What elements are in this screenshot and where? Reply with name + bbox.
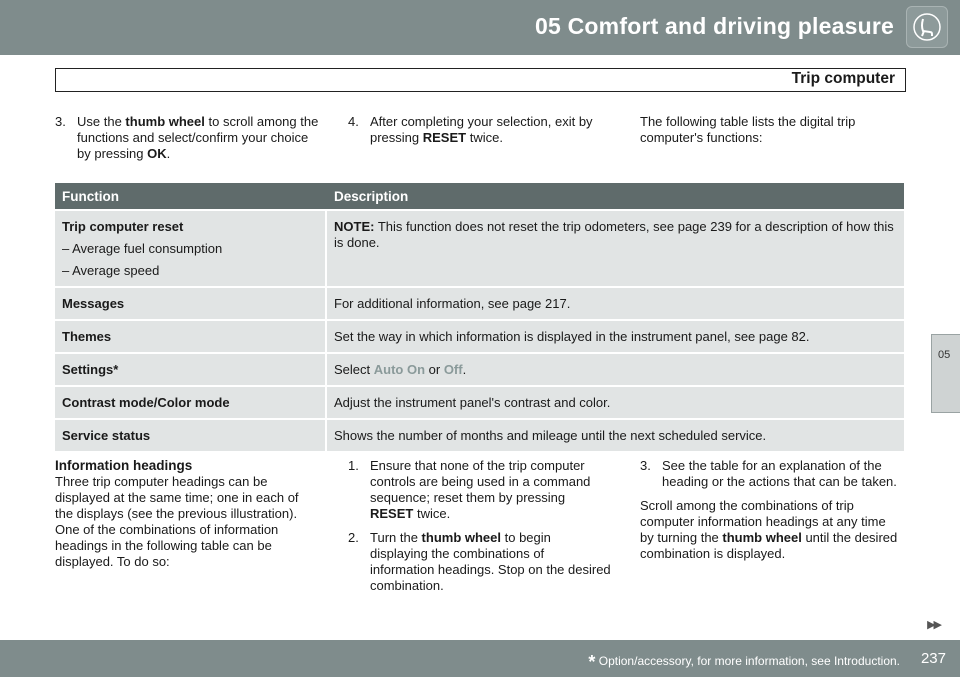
step-text: After completing your selection, exit by pressing <box>370 114 593 145</box>
table-row <box>55 321 904 352</box>
trip-computer-table <box>55 181 904 453</box>
header-bar <box>0 0 960 55</box>
table-header-row <box>55 183 904 209</box>
function-name: Contrast mode/Color mode <box>62 395 230 410</box>
section-title: Trip computer <box>791 70 895 87</box>
table-header: Function <box>55 183 327 209</box>
step-number: 4. <box>348 114 359 129</box>
step-text: to scroll among the functions and select/confirm your choice by pressing <box>77 114 319 161</box>
seat-icon <box>906 6 948 48</box>
function-subitem: – Average speed <box>62 263 160 278</box>
table-header: Description <box>327 183 904 209</box>
info-body: Three trip computer headings can be displayed at the same time; one in each of the displays (see the previous illustration). One of the combinations of information headings in the following table can be displayed. To do so: <box>55 474 299 569</box>
step-text: to begin displaying the combinations of information headings. Stop on the desired combination. <box>370 530 611 593</box>
step-text: . <box>166 146 171 161</box>
function-description: or <box>425 362 444 377</box>
intro-step-3 <box>55 114 325 162</box>
step-text: twice. <box>466 130 503 145</box>
footnote-star: * <box>588 652 596 672</box>
chapter-tab-label: 05 <box>938 349 951 361</box>
function-name: Trip computer reset <box>62 219 184 234</box>
info-headings-section <box>55 458 319 570</box>
step-number: 1. <box>348 458 359 473</box>
function-description: Select <box>334 362 374 377</box>
function-description: Adjust the instrument panel's contrast and color. <box>327 387 904 418</box>
function-name: Messages <box>62 296 125 311</box>
function-description: Set the way in which information is displayed in the instrument panel, see page 82. <box>327 321 904 352</box>
info-steps-continued <box>640 458 902 562</box>
footer-bar <box>0 640 960 677</box>
step-text: Turn the <box>370 530 422 545</box>
table-row <box>55 288 904 319</box>
table-row <box>55 387 904 418</box>
step-bold: OK <box>147 146 167 161</box>
footnote-text: Option/accessory, for more information, see Introduction. <box>598 654 900 668</box>
function-name: Settings* <box>62 362 119 377</box>
intro-step-4 <box>348 114 610 146</box>
section-header <box>55 68 906 92</box>
section-heading: Information headings <box>55 458 193 473</box>
option-auto-on: Auto On <box>373 362 426 377</box>
step-bold: RESET <box>422 130 467 145</box>
step-bold: thumb wheel <box>722 530 802 545</box>
step-text: Scroll among the combinations of trip computer information headings at any time by turning the <box>640 498 886 545</box>
page-number: 237 <box>920 650 946 667</box>
step-number: 3. <box>640 458 651 473</box>
continue-arrows-icon: ▶▶ <box>927 619 940 631</box>
table-row <box>55 211 904 286</box>
table-row <box>55 354 904 385</box>
function-subitem: – Average fuel consumption <box>62 241 223 256</box>
step-bold: thumb wheel <box>421 530 501 545</box>
scroll-paragraph <box>640 498 902 562</box>
function-description: . <box>462 362 467 377</box>
note-label: NOTE: <box>334 219 375 234</box>
option-off: Off <box>443 362 463 377</box>
step-bold: thumb wheel <box>125 114 205 129</box>
function-name: Service status <box>62 428 151 443</box>
chapter-title: 05 Comfort and driving pleasure <box>535 13 894 39</box>
info-steps <box>348 458 612 594</box>
step-text: Ensure that none of the trip computer controls are being used in a command sequence; reset them by pressing <box>370 458 591 505</box>
step-text: See the table for an explanation of the heading or the actions that can be taken. <box>662 458 897 489</box>
step-number: 2. <box>348 530 359 545</box>
function-description: For additional information, see page 217. <box>327 288 904 319</box>
table-row <box>55 420 904 451</box>
table-intro: The following table lists the digital trip computer's functions: <box>640 114 856 145</box>
function-description: This function does not reset the trip odometers, see page 239 for a description of how this is done. <box>334 219 894 250</box>
step-text: until the desired combination is displayed. <box>640 530 898 561</box>
function-name: Themes <box>62 329 112 344</box>
footnote <box>588 652 900 673</box>
step-bold: RESET <box>370 506 414 521</box>
step-text: twice. <box>413 506 451 521</box>
step-text: Use the <box>77 114 126 129</box>
chapter-tab <box>931 334 960 413</box>
function-description: Shows the number of months and mileage until the next scheduled service. <box>327 420 904 451</box>
step-number: 3. <box>55 114 66 129</box>
